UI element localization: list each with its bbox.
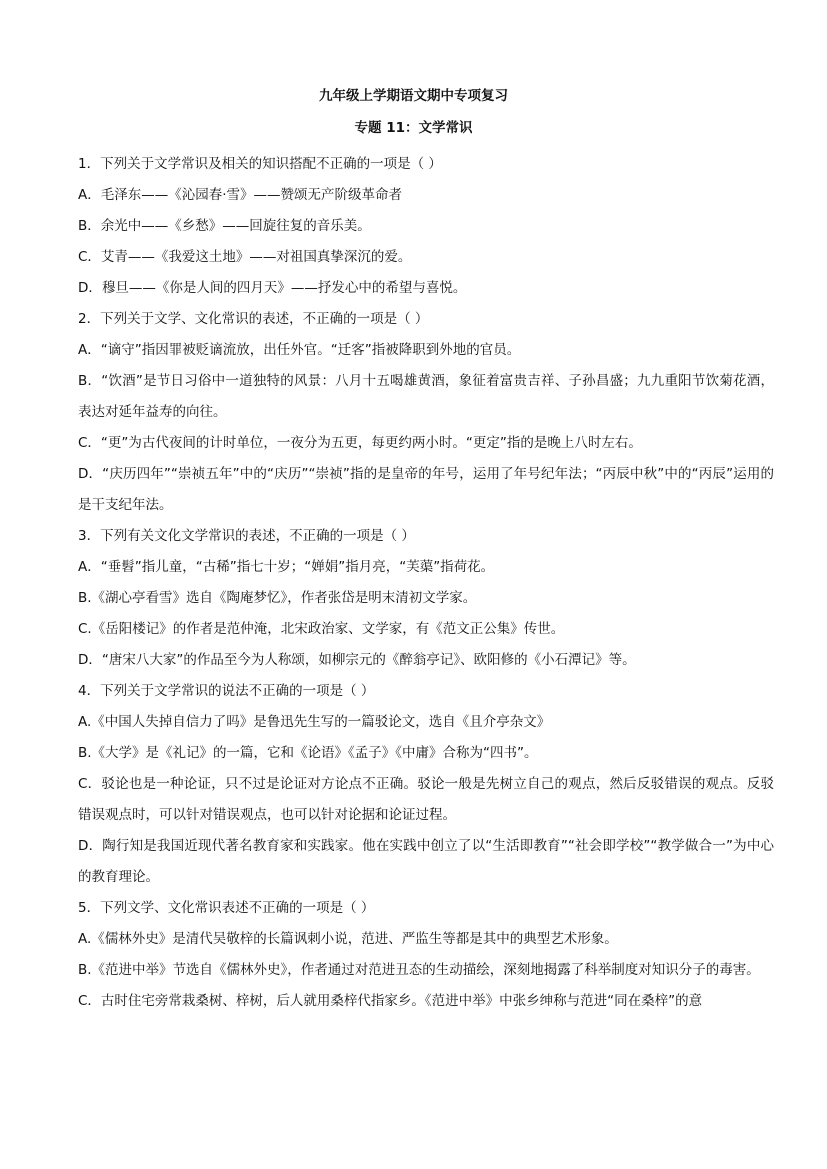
question-2-stem: 2．下列关于文学、文化常识的表述，不正确的一项是（ ） — [78, 311, 429, 327]
question-2-option-d: D．“庆历四年”“崇祯五年”中的“庆历”“崇祯”指的是皇帝的年号，运用了年号纪年法；“丙辰中秋”中的“丙辰”运用的是干支纪年法。 — [78, 466, 774, 513]
question-5-option-b: B.《范进中举》节选自《儒林外史》，作者通过对范进丑态的生动描绘，深刻地揭露了科举制度对知识分子的毒害。 — [78, 962, 760, 978]
question-1-option-a: A．毛泽东——《沁园春·雪》——赞颂无产阶级革命者 — [78, 187, 403, 203]
question-3-option-b: B.《湖心亭看雪》选自《陶庵梦忆》，作者张岱是明末清初文学家。 — [78, 590, 477, 606]
question-1-option-b: B．余光中——《乡愁》——回旋往复的音乐美。 — [78, 218, 371, 234]
question-4-option-c: C．驳论也是一种论证，只不过是论证对方论点不正确。驳论一般是先树立自己的观点，然后反驳错误的观点。反驳错误观点时，可以针对错误观点，也可以针对论据和论证过程。 — [78, 776, 774, 823]
question-1-stem: 1．下列关于文学常识及相关的知识搭配不正确的一项是（ ） — [78, 156, 442, 172]
question-5-option-a: A.《儒林外史》是清代吴敬梓的长篇讽刺小说，范进、严监生等都是其中的典型艺术形象。 — [78, 931, 618, 947]
question-4-option-b: B.《大学》是《礼记》的一篇，它和《论语》《孟子》《中庸》合称为“四书”。 — [78, 745, 538, 761]
document-title: 九年级上学期语文期中专项复习 — [319, 88, 508, 104]
question-1-option-c: C．艾青——《我爱这土地》——对祖国真挚深沉的爱。 — [78, 249, 412, 265]
question-2-option-c: C．“更”为古代夜间的计时单位，一夜分为五更，每更约两小时。“更定”指的是晚上八时左右。 — [78, 435, 642, 451]
question-3-option-c: C.《岳阳楼记》的作者是范仲淹，北宋政治家、文学家，有《范文正公集》传世。 — [78, 621, 565, 637]
question-3-option-d: D．“唐宋八大家”的作品至今为人称颂，如柳宗元的《醉翁亭记》、欧阳修的《小石潭记》等。 — [78, 652, 636, 668]
question-2-option-b: B．“饮酒”是节日习俗中一道独特的风景：八月十五喝雄黄酒，象征着富贵吉祥、子孙昌盛；九九重阳节饮菊花酒，表达对延年益寿的向往。 — [78, 373, 774, 420]
question-2-option-a: A．“谪守”指因罪被贬谪流放，出任外官。“迁客”指被降职到外地的官员。 — [78, 342, 521, 358]
question-1-option-d: D．穆旦——《你是人间的四月天》——抒发心中的希望与喜悦。 — [78, 280, 467, 296]
question-4-option-a: A.《中国人失掉自信力了吗》是鲁迅先生写的一篇驳论文，选自《且介亭杂文》 — [78, 714, 551, 730]
question-4-stem: 4．下列关于文学常识的说法不正确的一项是（ ） — [78, 683, 375, 699]
question-3-stem: 3．下列有关文化文学常识的表述，不正确的一项是（ ） — [78, 528, 415, 544]
question-list — [78, 149, 774, 1017]
document-subtitle: 专题 11：文学常识 — [354, 120, 473, 136]
question-5-option-c: C．古时住宅旁常栽桑树、梓树，后人就用桑梓代指家乡。《范进中举》中张乡绅称与范进“同在桑梓”的意 — [78, 993, 703, 1009]
question-5-stem: 5．下列文学、文化常识表述不正确的一项是（ ） — [78, 900, 375, 916]
question-3-option-a: A．“垂髫”指儿童，“古稀”指七十岁；“婵娟”指月亮，“芙蕖”指荷花。 — [78, 559, 495, 575]
question-4-option-d: D．陶行知是我国近现代著名教育家和实践家。他在实践中创立了以“生活即教育”“社会即学校”“教学做合一”为中心的教育理论。 — [78, 838, 774, 885]
